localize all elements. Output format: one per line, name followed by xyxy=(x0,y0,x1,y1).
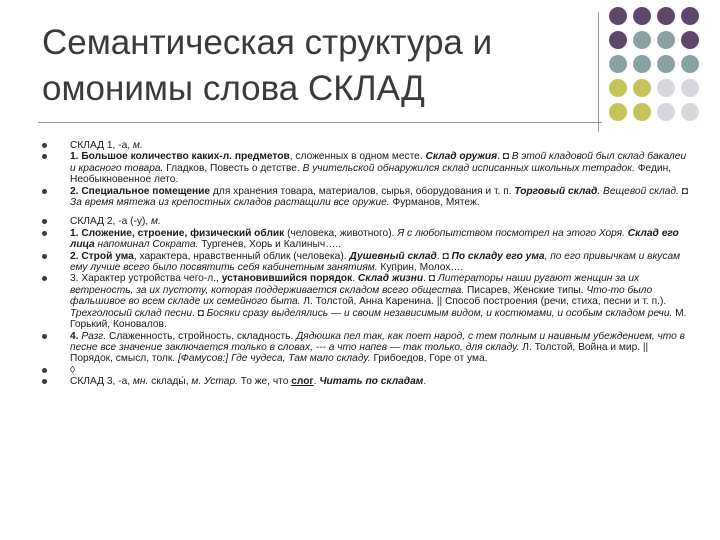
slide-title xyxy=(42,20,602,112)
list-item xyxy=(42,251,692,274)
quote-source: Л. Толстой, Анна Каренина. || Способ построения (речи, стиха, песни и т. п.). xyxy=(300,296,667,308)
decorative-dot xyxy=(633,7,651,25)
sense-quote: [Фамусов:] Где чудеса, Там мало складу. xyxy=(177,353,371,365)
list-item xyxy=(42,216,692,227)
decorative-dot xyxy=(609,7,627,25)
decorative-dot xyxy=(633,79,651,97)
sense-quote: напоминал Сократа. xyxy=(94,239,199,251)
list-item xyxy=(42,365,692,376)
sense-quote: , по его привычкам и вкусам ему лучше всего было посвятить себя кабинетным занятиям. xyxy=(70,250,681,274)
entry-grammar: м. xyxy=(132,140,143,151)
decorative-dot xyxy=(633,55,651,73)
sense-example: Склад его лица xyxy=(70,227,679,251)
sense-number: 4. xyxy=(70,330,82,342)
list-item xyxy=(42,151,692,185)
sense-quote: Я с любопытством посмотрел на этого Хоря. xyxy=(397,227,625,239)
decorative-dot xyxy=(657,7,675,25)
sense-text: , сложенных в одном месте. xyxy=(289,151,426,163)
diamond-icon: ◊ xyxy=(70,364,76,376)
sense-quote: Литераторы наши ругают женщин за их ветреность, за их пустоту, которая поддерживается складом всего общества. xyxy=(70,273,640,296)
decorative-dot xyxy=(609,79,627,97)
bullet-icon xyxy=(42,368,47,373)
slide-title-line-1: Семантическая структура и xyxy=(42,23,493,62)
sense-number: 3. xyxy=(70,273,82,285)
sense-quote: Дядюшка пел так, как поет народ, с тем полным и наивным убеждением, что в песне все значение заключается только в словах, --- а что напев — так только, для складу. xyxy=(70,330,685,353)
sense-example: По складу его ума xyxy=(451,250,545,262)
sense-quote: За время мятежа из крепостных складов растащили все оружие. xyxy=(70,197,390,209)
bullet-icon xyxy=(42,154,47,159)
decorative-dot xyxy=(681,79,699,97)
entry-inflection: , -а, xyxy=(112,376,133,388)
list-item xyxy=(42,273,692,330)
entry-headword: СКЛАД 1 xyxy=(70,140,113,151)
quote-source: Гладков, Повесть о детстве. xyxy=(163,162,303,174)
quote-source: Писарев, Женские типы. xyxy=(464,284,587,296)
entry-inflection: , -а (-у), xyxy=(112,216,151,228)
sense-separator: . ◘ xyxy=(192,307,207,319)
bullet-icon xyxy=(42,143,47,148)
dictionary-entries xyxy=(42,140,692,388)
sense-text: Слаженность, стройность, складность. xyxy=(106,330,297,342)
sense-separator: ◘ xyxy=(678,185,688,197)
list-item xyxy=(42,331,692,365)
sense-separator: . ◘ xyxy=(497,151,512,163)
decorative-dot xyxy=(657,55,675,73)
decorative-dot xyxy=(609,103,627,121)
decorative-dot xyxy=(657,31,675,49)
sense-text: То же, что xyxy=(237,376,292,388)
quote-source: Л. Толстой, Война и мир. || Порядок, смысл, толк. xyxy=(70,341,649,365)
decorative-dot xyxy=(633,103,651,121)
sense-number: 2. xyxy=(70,250,82,262)
decorative-dot xyxy=(609,31,627,49)
sense-text: Характер устройства чего-л., xyxy=(81,273,222,285)
list-item xyxy=(42,376,692,387)
list-item xyxy=(42,186,692,209)
sense-separator: . xyxy=(423,376,427,388)
entry-forms: склады́, xyxy=(148,376,192,388)
sense-text: (человека, животного). xyxy=(284,227,398,239)
entry-headword: СКЛАД 3 xyxy=(70,376,113,388)
sense-example: Торговый склад xyxy=(514,185,598,197)
entry-grammar: м. xyxy=(151,216,161,228)
decorative-dot-grid xyxy=(609,7,719,127)
sense-separator: . xyxy=(313,376,320,388)
bullet-icon xyxy=(42,379,47,384)
sense-example: . Вещевой склад. xyxy=(597,185,679,197)
entry-grammar: м. Устар. xyxy=(191,376,238,388)
sense-example: Читать по складам xyxy=(319,376,424,388)
decorative-dot xyxy=(633,31,651,49)
bullet-icon xyxy=(42,334,47,339)
list-item xyxy=(42,140,692,151)
bullet-icon xyxy=(42,231,47,236)
sense-quote: Трехголосый склад песни xyxy=(70,307,193,319)
quote-source: Куприн, Молох…. xyxy=(377,262,464,274)
decorative-dot xyxy=(657,103,675,121)
decorative-dot xyxy=(681,7,699,25)
sense-text: . xyxy=(352,273,358,285)
sense-number: 1. xyxy=(70,227,82,239)
sense-example: Душевный склад xyxy=(349,250,437,262)
sense-definition: Сложение, строение, физический облик xyxy=(81,227,285,239)
bullet-icon xyxy=(42,189,47,194)
sense-label: Разг. xyxy=(81,330,107,342)
entry-headword: СКЛАД 2 xyxy=(70,216,113,228)
decorative-dot xyxy=(681,31,699,49)
sense-separator: . ◘ xyxy=(423,273,438,285)
bullet-icon xyxy=(42,219,47,224)
sense-quote: В этой кладовой был склад бакалеи и красного товара. xyxy=(70,151,687,174)
sense-text: , характера, нравственный облик (человека). xyxy=(133,250,350,262)
decorative-dot xyxy=(657,79,675,97)
decorative-dot xyxy=(609,55,627,73)
sense-number: 1. xyxy=(70,151,82,163)
sense-separator: . ◘ xyxy=(436,250,452,262)
entry-inflection: , -а, xyxy=(112,140,133,151)
quote-source: Федин, Необыкновенное лето. xyxy=(70,162,672,186)
quote-source: Фурманов, Мятеж. xyxy=(389,197,480,209)
sense-quote: В учительской обнаружился склад исписанных школьных тетрадок. xyxy=(302,162,635,174)
quote-source: Тургенев, Хорь и Калиныч….. xyxy=(198,239,342,251)
bullet-icon xyxy=(42,254,47,259)
sense-example: Склад оружия xyxy=(425,151,498,163)
slide-title-line-2: омонимы слова СКЛАД xyxy=(42,69,425,108)
quote-source: М. Горький, Коновалов. xyxy=(70,307,687,331)
sense-definition: Большое количество каких-л. предметов xyxy=(81,151,290,163)
quote-source: Грибоедов, Горе от ума. xyxy=(370,353,488,365)
horizontal-divider xyxy=(38,122,602,123)
sense-definition: Строй ума xyxy=(81,250,134,262)
sense-definition: установившийся порядок xyxy=(221,273,353,285)
entry-grammar: мн. xyxy=(132,376,149,388)
sense-quote: Что-то было фальшивое во всем складе их семейного быта. xyxy=(70,284,653,308)
sense-text: для хранения товара, материалов, сырья, оборудования и т. п. xyxy=(210,185,515,197)
cross-reference-link: слог xyxy=(291,376,314,388)
vertical-divider xyxy=(598,12,599,132)
sense-example: Склад жизни xyxy=(357,273,424,285)
sense-quote: Босяки сразу выделялись — и своим независимым видом, и костюмами, и особым складом речи. xyxy=(206,307,673,319)
sense-number: 2. xyxy=(70,185,82,197)
list-item xyxy=(42,228,692,251)
sense-definition: Специальное помещение xyxy=(81,185,211,197)
bullet-icon xyxy=(42,276,47,281)
decorative-dot xyxy=(681,103,699,121)
decorative-dot xyxy=(681,55,699,73)
